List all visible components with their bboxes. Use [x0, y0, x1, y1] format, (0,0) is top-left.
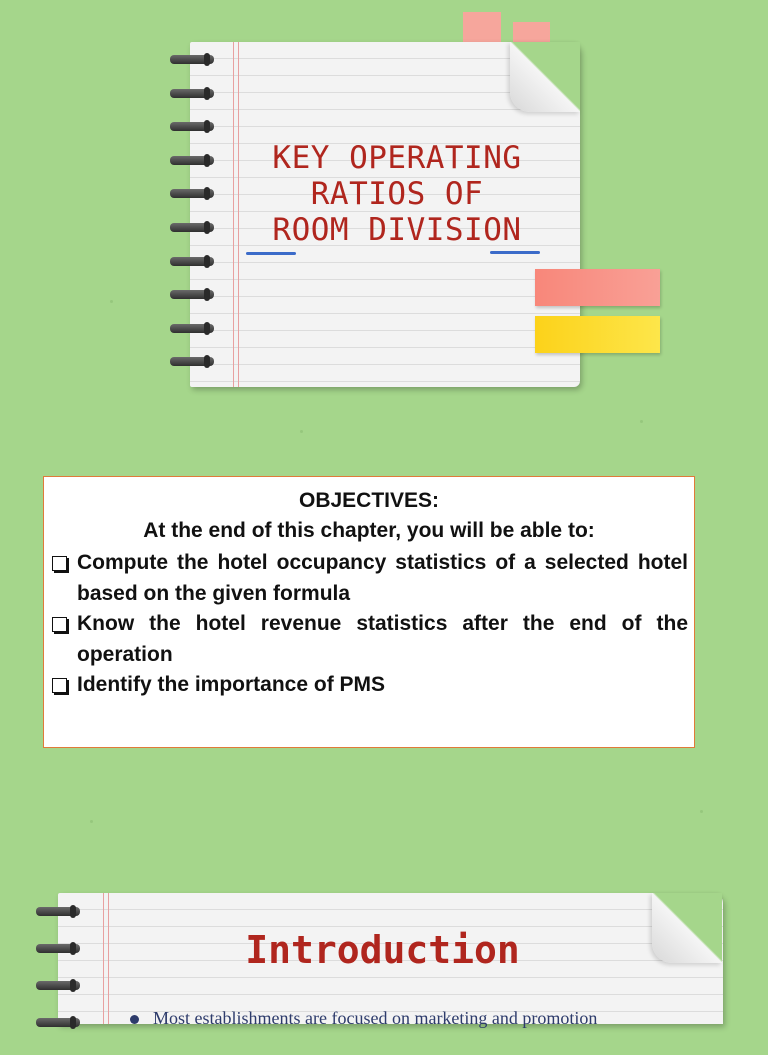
title-line-1: KEY OPERATING	[272, 140, 522, 176]
sticky-note-yellow	[535, 316, 660, 353]
spiral-ring	[36, 1018, 80, 1027]
objectives-intro: At the end of this chapter, you will be able to:	[143, 519, 595, 542]
spiral-ring	[170, 324, 214, 333]
background-speck	[300, 430, 303, 433]
objective-item: Know the hotel revenue statistics after the end of the operation	[52, 609, 688, 670]
objectives-box	[43, 476, 695, 748]
notebook-margin-line	[103, 893, 109, 1024]
slide-title	[232, 140, 562, 248]
spiral-ring	[170, 55, 214, 64]
spiral-ring	[170, 189, 214, 198]
spiral-ring	[170, 122, 214, 131]
title-underline-right	[490, 251, 540, 254]
title-underline-left	[246, 252, 296, 255]
background-speck	[90, 820, 93, 823]
spiral-ring	[36, 907, 80, 916]
title-line-3: ROOM DIVISION	[272, 212, 522, 248]
spiral-ring	[170, 156, 214, 165]
spiral-binding	[36, 907, 80, 1055]
checkbox-bullet-icon	[52, 617, 67, 632]
objective-item: Compute the hotel occupancy statistics of a selected hotel based on the given formula	[52, 548, 688, 609]
objective-item: Identify the importance of PMS	[52, 670, 688, 701]
introduction-title: Introduction	[245, 928, 520, 972]
objectives-heading: OBJECTIVES:	[298, 489, 440, 512]
spiral-ring	[170, 89, 214, 98]
background-speck	[110, 300, 113, 303]
sticky-note-pink	[535, 269, 660, 306]
spiral-binding	[170, 55, 214, 391]
page-curl	[510, 42, 580, 112]
spiral-ring	[36, 944, 80, 953]
spiral-ring	[170, 223, 214, 232]
title-line-2: RATIOS OF	[310, 176, 484, 212]
checkbox-bullet-icon	[52, 556, 67, 571]
background-speck	[700, 810, 703, 813]
bullet-dot-icon	[130, 1015, 139, 1024]
page-curl	[652, 893, 722, 963]
objectives-list	[44, 548, 694, 701]
spiral-ring	[170, 290, 214, 299]
spiral-ring	[170, 257, 214, 266]
spiral-ring	[170, 357, 214, 366]
introduction-bullet: Most establishments are focused on marketing and promotion	[130, 1008, 700, 1029]
background-speck	[640, 420, 643, 423]
checkbox-bullet-icon	[52, 678, 67, 693]
spiral-ring	[36, 981, 80, 990]
